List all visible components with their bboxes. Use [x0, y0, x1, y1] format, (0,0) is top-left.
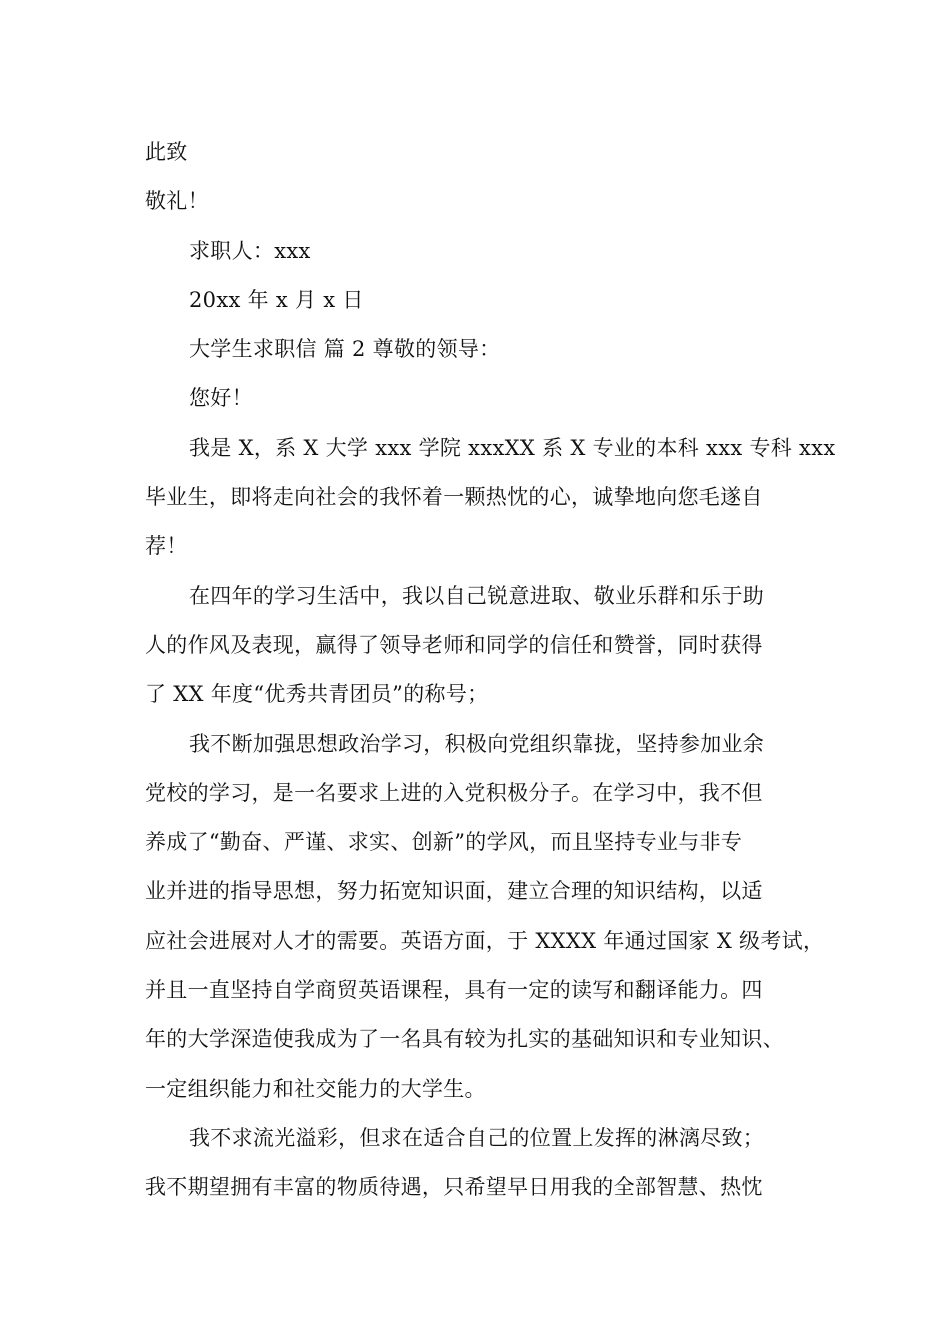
paragraph-line: 我不求流光溢彩，但求在适合自己的位置上发挥的淋漓尽致； [189, 1125, 765, 1150]
paragraph-line: 我不断加强思想政治学习，积极向党组织靠拢，坚持参加业余 [189, 731, 765, 756]
paragraph-line: 一定组织能力和社交能力的大学生。 [145, 1076, 486, 1101]
applicant-signature: 求职人：xxx [189, 238, 311, 263]
closing-salutation: 此致 [145, 140, 188, 164]
closing-regards: 敬礼！ [145, 189, 209, 214]
letter-date: 20xx 年 x 月 x 日 [189, 287, 364, 312]
paragraph-line: 我不期望拥有丰富的物质待遇，只希望早日用我的全部智慧、热忱 [145, 1175, 763, 1200]
paragraph-line: 了 XX 年度“优秀共青团员”的称号； [145, 682, 489, 707]
greeting: 您好！ [189, 386, 253, 411]
paragraph-line: 业并进的指导思想，努力拓宽知识面，建立合理的知识结构，以适 [145, 879, 763, 904]
paragraph-line: 并且一直坚持自学商贸英语课程，具有一定的读写和翻译能力。四 [145, 978, 763, 1003]
paragraph-line: 在四年的学习生活中，我以自己锐意进取、敬业乐群和乐于助 [189, 583, 765, 608]
section-heading: 大学生求职信 篇 2 尊敬的领导： [189, 337, 501, 362]
paragraph-line: 人的作风及表现，赢得了领导老师和同学的信任和赞誉，同时获得 [145, 632, 763, 657]
paragraph-line: 我是 X，系 X 大学 xxx 学院 xxxXX 系 X 专业的本科 xxx 专科 xxx [189, 435, 836, 460]
paragraph-line: 应社会进展对人才的需要。英语方面，于 XXXX 年通过国家 X 级考试， [145, 928, 825, 953]
paragraph-line: 荐！ [145, 534, 188, 559]
letter-body [145, 128, 835, 1213]
paragraph-line: 养成了“勤奋、严谨、求实、创新”的学风，而且坚持专业与非专 [145, 830, 743, 855]
paragraph-line: 党校的学习，是一名要求上进的入党积极分子。在学习中，我不但 [145, 780, 763, 805]
paragraph-line: 年的大学深造使我成为了一名具有较为扎实的基础知识和专业知识、 [145, 1027, 784, 1052]
paragraph-line: 毕业生，即将走向社会的我怀着一颗热忱的心，诚挚地向您毛遂自 [145, 485, 763, 510]
